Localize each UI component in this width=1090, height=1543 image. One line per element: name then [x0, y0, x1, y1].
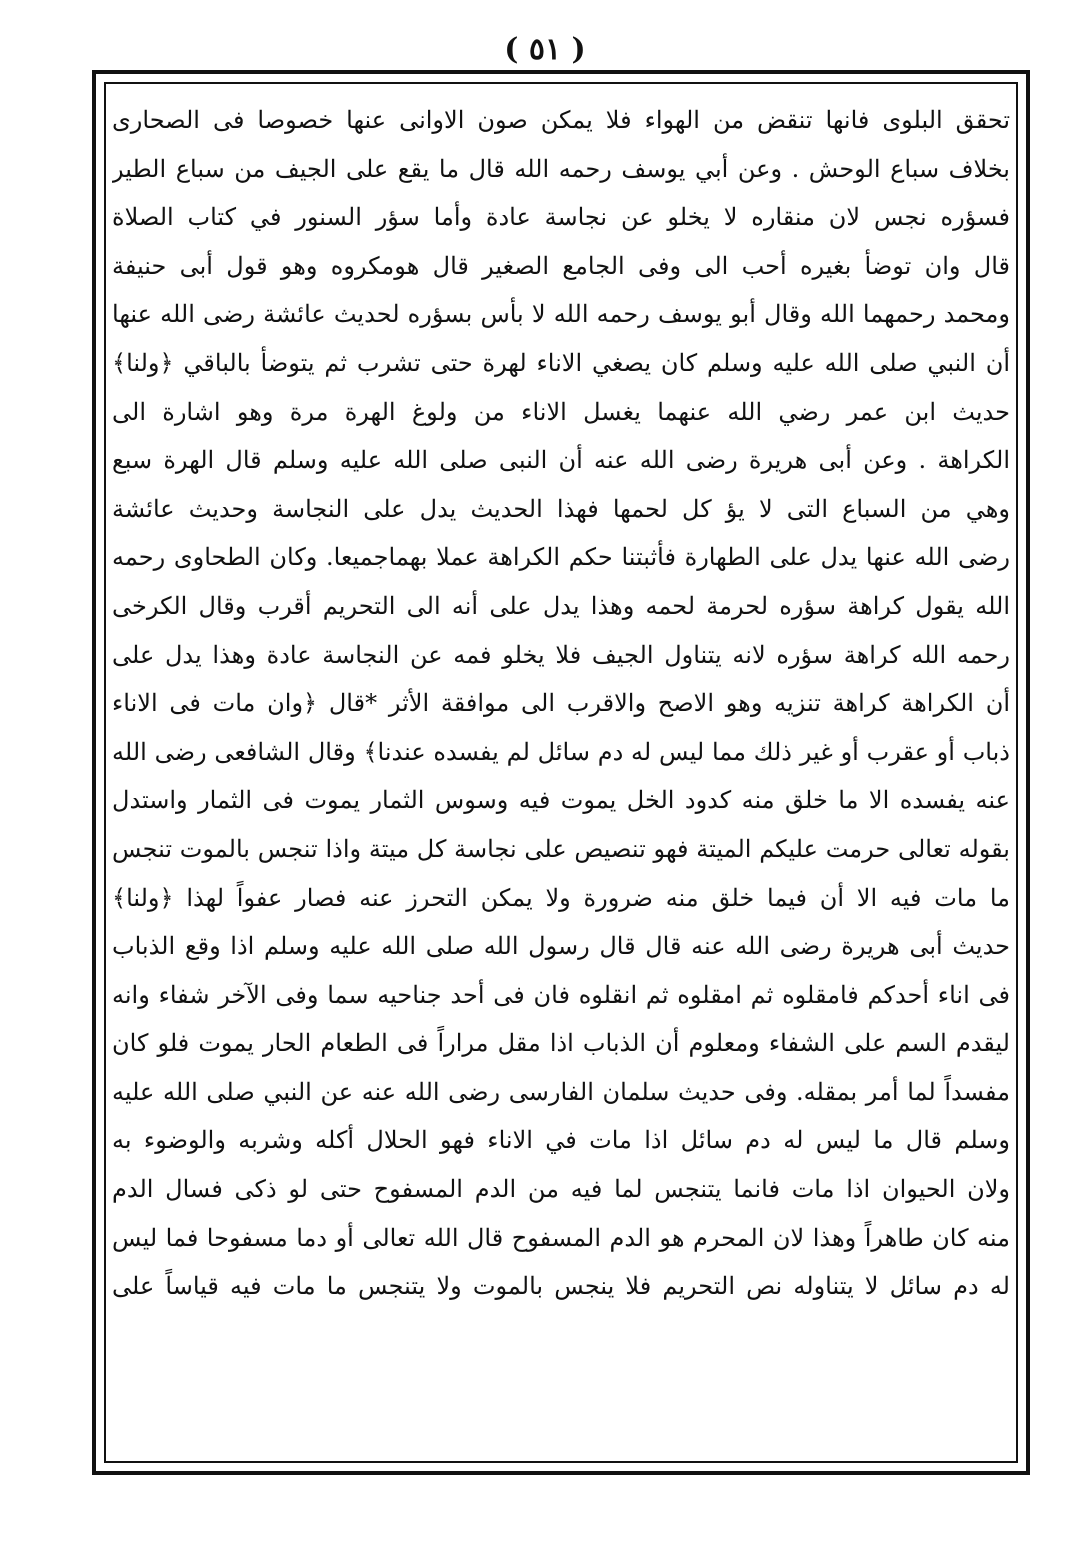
- text-line: عنه يفسده الا ما خلق منه كدود الخل يموت فيه وسوس الثمار يموت فى الثمار واستدل: [112, 786, 1010, 815]
- text-line: له دم سائل لا يتناوله نص التحريم فلا ينجس بالموت ولا يتنجس ما مات فيه قياساً على: [112, 1272, 1010, 1301]
- text-line: وهي من السباع التى لا يؤ كل لحمها فهذا الحديث يدل على النجاسة وحديث عائشة: [112, 494, 1010, 523]
- text-line: فسؤره نجس لان منقاره لا يخلو عن نجاسة عادة وأما سؤر السنور في كتاب الصلاة: [112, 203, 1010, 232]
- text-line: ليقدم السم على الشفاء ومعلوم أن الذباب اذا مقل مراراً فى الطعام الحار يموت فلو كان: [112, 1029, 1010, 1058]
- text-line: أن الكراهة كراهة تنزيه وهو الاصح والاقرب الى موافقة الأثر *قال ﴿وان مات فى الاناء: [112, 689, 1010, 718]
- text-line: منه كان طاهراً وهذا لان المحرم هو الدم المسفوح قال الله تعالى أو دما مسفوحا فما ليس: [112, 1223, 1010, 1252]
- text-line: مفسداً لما أمر بمقله. وفى حديث سلمان الفارسى رضى الله عنه عن النبي صلى الله عليه: [112, 1077, 1010, 1106]
- text-line: بقوله تعالى حرمت عليكم الميتة فهو تنصيص على نجاسة كل ميتة واذا تنجس بالموت تنجس: [112, 834, 1010, 863]
- text-line: حديث أبى هريرة رضى الله عنه قال قال رسول الله صلى الله عليه وسلم اذا وقع الذباب: [112, 932, 1010, 961]
- page-number: ( ٥١ ): [504, 32, 586, 67]
- text-line: ذباب أو عقرب أو غير ذلك مما ليس له دم سائل لم يفسده عندنا﴾ وقال الشافعى رضى الله: [112, 737, 1010, 766]
- text-line: تحقق البلوى فانها تنقض من الهواء فلا يمكن صون الاوانى عنها خصوصا فى الصحارى: [112, 106, 1010, 134]
- text-line: حديث ابن عمر رضي الله عنهما يغسل الاناء من ولوغ الهرة مرة وهو اشارة الى: [112, 397, 1010, 426]
- text-line: فى اناء أحدكم فامقلوه ثم امقلوه ثم انقلوه فان فى أحد جناحيه سما وفى الآخر شفاء وانه: [112, 980, 1010, 1009]
- page-body-text: [112, 96, 1010, 1456]
- text-line: الكراهة . وعن أبى هريرة رضى الله عنه أن النبى صلى الله عليه وسلم قال الهرة سبع: [112, 446, 1010, 475]
- text-line: رضى الله عنها يدل على الطهارة فأثبتنا حكم الكراهة عملا بهماجميعا. وكان الطحاوى رحمه: [112, 543, 1010, 572]
- text-line: ومحمد رحمهما الله وقال أبو يوسف رحمه الله لا بأس بسؤره لحديث عائشة رضى الله عنها: [112, 300, 1010, 329]
- text-line: أن النبي صلى الله عليه وسلم كان يصغي الاناء لهرة حتى تشرب ثم يتوضأ بالباقي ﴿ولنا﴾: [112, 348, 1010, 377]
- text-line: ما مات فيه الا أن فيما خلق منه ضرورة ولا يمكن التحرز عنه فصار عفواً لهذا ﴿ولنا﴾: [112, 883, 1010, 912]
- text-line: وسلم قال ما ليس له دم سائل اذا مات في الاناء فهو الحلال أكله وشربه والوضوء به: [112, 1126, 1010, 1155]
- text-line: الله يقول كراهة سؤره لحرمة لحمه وهذا يدل على أنه الى التحريم أقرب وقال الكرخى: [112, 591, 1010, 620]
- text-line: بخلاف سباع الوحش . وعن أبي يوسف رحمه الله قال ما يقع على الجيف من سباع الطير: [112, 154, 1010, 183]
- text-line: ولان الحيوان اذا مات فانما يتنجس لما فيه من الدم المسفوح حتى لو ذكى فسال الدم: [112, 1175, 1010, 1204]
- text-line: قال وان توضأ بغيره أحب الى وفى الجامع الصغير قال هومكروه وهو قول أبى حنيفة: [112, 251, 1010, 280]
- text-line: رحمه الله كراهة سؤره لانه يتناول الجيف فلا يخلو فمه عن النجاسة عادة وهذا يدل على: [112, 640, 1010, 669]
